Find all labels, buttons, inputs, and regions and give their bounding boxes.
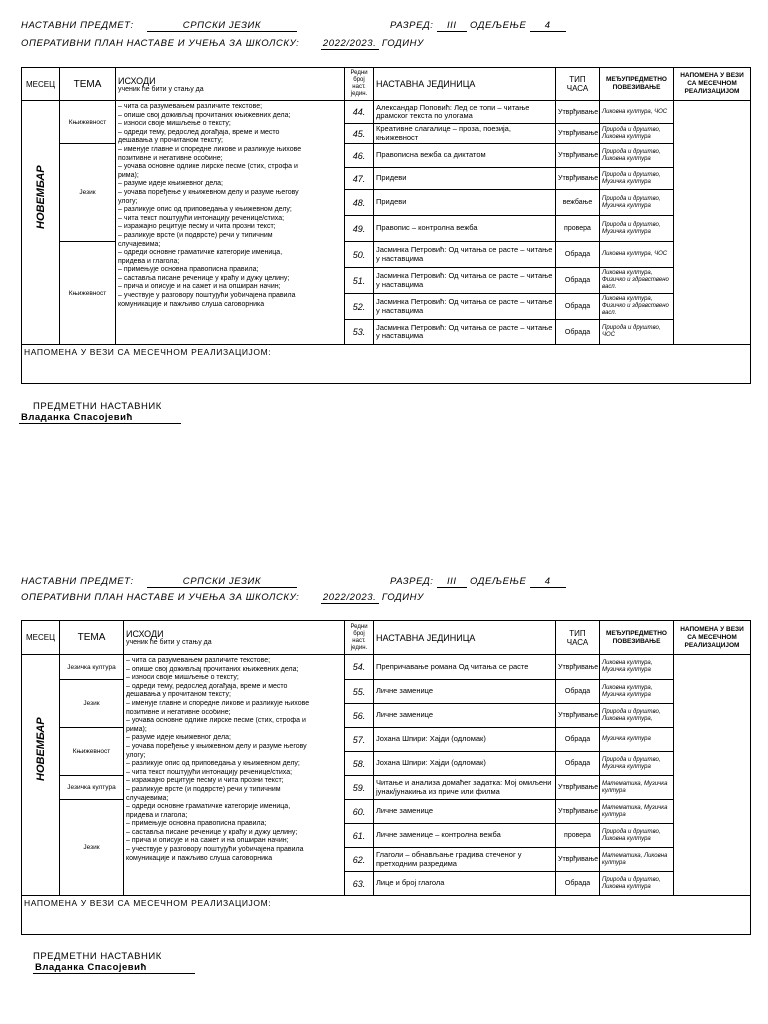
unit-number: 45. (345, 124, 374, 144)
unit-title: Правопис – контролна вежба (374, 216, 556, 242)
outcome-line: – разликује опис од приповедања у књижевном делу; (118, 206, 292, 214)
unit-number: 55. (345, 680, 374, 704)
year-suffix: ГОДИНУ (381, 38, 424, 49)
lesson-type: Утврђивање (556, 655, 600, 680)
topic-cell: Књижевност (60, 242, 116, 345)
lesson-type: провера (556, 216, 600, 242)
unit-number: 59. (345, 776, 374, 800)
subject-value: СРПСКИ ЈЕЗИК (147, 576, 297, 588)
unit-number: 46. (345, 144, 374, 168)
col-outcomes: ИСХОДИ ученик ће бити у стању да (124, 621, 345, 655)
topic-cell: Језичка култура (60, 655, 124, 680)
outcome-line: случајевима; (126, 794, 169, 802)
cross-subject: Математика, Музичка култура (600, 776, 674, 800)
outcome-line: – изражајно рецитује песму и чита прозни текст; (126, 777, 284, 785)
cross-subject: Ликовна култура, Музичка култура (600, 655, 674, 680)
lesson-type: Утврђивање (556, 124, 600, 144)
lesson-type: Обрада (556, 872, 600, 896)
topic-cell: Књижевност (60, 728, 124, 776)
topic-cell: Књижевност (60, 101, 116, 144)
year-value: 2022/2023. (321, 592, 379, 604)
lesson-type: провера (556, 824, 600, 848)
unit-title: Јохана Шпири: Хајди (одломак) (374, 752, 556, 776)
unit-title: Правописна вежба са диктатом (374, 144, 556, 168)
grade-label: РАЗРЕД: (390, 20, 434, 31)
col-type: ТИП ЧАСА (556, 621, 600, 655)
outcomes-cell (124, 655, 345, 896)
unit-number: 62. (345, 848, 374, 872)
plan-table-2 (21, 620, 751, 935)
year-suffix: ГОДИНУ (381, 592, 424, 603)
class-label: ОДЕЉЕЊЕ (470, 576, 527, 587)
col-unit: НАСТАВНА ЈЕДИНИЦА (374, 621, 556, 655)
outcome-line: рима); (126, 725, 147, 733)
plan-table-1 (21, 67, 751, 384)
unit-title: Глаголи – обнављање градива стеченог у претходним разредима (374, 848, 556, 872)
outcome-line: позитивне и негативне особине; (126, 708, 231, 716)
note-cell (674, 655, 751, 896)
plan-line (21, 38, 424, 50)
grade-line (390, 576, 566, 588)
subject-label: НАСТАВНИ ПРЕДМЕТ: (21, 576, 134, 587)
class-value: 4 (530, 576, 566, 588)
outcome-line: – опише свој доживљај прочитаних књижевних дела; (118, 111, 291, 119)
outcome-line: – прича и описује и на сажет и на опширан начин; (126, 837, 289, 845)
lesson-type: Утврђивање (556, 144, 600, 168)
outcome-line: придева и глагола; (126, 811, 188, 819)
cross-subject: Природа и друштво, ЧОС (600, 320, 674, 345)
outcome-line: – чита са разумевањем различите текстове; (118, 103, 263, 110)
unit-number: 52. (345, 294, 374, 320)
outcomes-cell (116, 101, 345, 345)
teacher-name: Владанка Спасојевић (33, 962, 195, 974)
unit-number: 63. (345, 872, 374, 896)
lesson-type: Обрада (556, 320, 600, 345)
outcome-line: – разликује опис од приповедања у књижевном делу; (126, 760, 300, 768)
outcome-line: – износи своје мишљење о тексту; (118, 120, 231, 128)
outcome-line: – уочава поређење у књижевном делу и разуме његову (126, 742, 307, 750)
outcome-line: – прича и описује и на сажет и на опширан начин; (118, 283, 281, 291)
subject-line (21, 576, 297, 588)
grade-label: РАЗРЕД: (390, 576, 434, 587)
grade-value: III (437, 576, 467, 588)
outcome-line: – чита са разумевањем различите текстове; (126, 657, 271, 664)
outcome-line: комуникације и пажљиво слуша саговорника (126, 854, 273, 862)
outcome-line: – уочава основне одлике лирске песме (стих, строфа и (126, 717, 306, 725)
col-links: МЕЂУПРЕДМЕТНО ПОВЕЗИВАЊЕ (600, 621, 674, 655)
unit-number: 49. (345, 216, 374, 242)
col-rbr: Редни број наст. једин. (345, 621, 374, 655)
outcome-line: – одреди тему, редослед догађаја, време и место (126, 682, 288, 690)
col-rbr: Редни број наст. једин. (345, 68, 374, 101)
outcome-line: комуникације и пажљиво слуша саговорника (118, 300, 265, 308)
unit-title: Придеви (374, 168, 556, 190)
lesson-type: Обрада (556, 752, 600, 776)
unit-title: Јасминка Петровић: Од читања се расте – читање у наставцима (374, 320, 556, 345)
lesson-type: вежбање (556, 190, 600, 216)
unit-number: 51. (345, 268, 374, 294)
topic-cell: Језик (60, 800, 124, 896)
lesson-type: Обрада (556, 294, 600, 320)
outcome-line: дешавања у прочитаном тексту; (118, 137, 223, 145)
cross-subject: Математика, Ликовна култура (600, 848, 674, 872)
unit-title: Личне заменице (374, 704, 556, 728)
teacher-signature (33, 951, 195, 974)
outcome-line: – разуме идеје књижевног дела; (118, 180, 223, 188)
lesson-type: Обрада (556, 242, 600, 268)
plan-label: ОПЕРАТИВНИ ПЛАН НАСТАВЕ И УЧЕЊА ЗА ШКОЛСКУ: (21, 38, 300, 49)
outcome-line: – опише свој доживљај прочитаних књижевних дела; (126, 665, 299, 673)
class-value: 4 (530, 20, 566, 32)
cross-subject: Природа и друштво, Ликовна култура (600, 872, 674, 896)
outcome-line: – именује главне и споредне ликове и разликује њихове (118, 145, 302, 153)
cross-subject: Природа и друштво, Музичка култура (600, 168, 674, 190)
col-note: НАПОМЕНА У ВЕЗИ СА МЕСЕЧНОМ РЕАЛИЗАЦИЈОМ (674, 621, 751, 655)
teacher-name: Владанка Спасојевић (19, 412, 181, 424)
outcome-line: улогу; (118, 197, 138, 205)
plan-label: ОПЕРАТИВНИ ПЛАН НАСТАВЕ И УЧЕЊА ЗА ШКОЛСКУ: (21, 592, 300, 603)
outcome-line: – одреди основне граматичке категорије именица, (118, 249, 283, 257)
cross-subject: Природа и друштво, Ликовна култура, (600, 704, 674, 728)
outcome-line: позитивне и негативне особине; (118, 154, 223, 162)
unit-number: 50. (345, 242, 374, 268)
outcome-line: дешавања у прочитаном тексту; (126, 691, 231, 699)
grade-line (390, 20, 566, 32)
outcome-line: – уочава поређење у књижевном делу и разуме његову (118, 188, 299, 196)
cross-subject: Ликовна култура, Музичка култура (600, 680, 674, 704)
outcome-line: – саставља писане реченице у краћу и дужу целину; (126, 828, 298, 836)
cross-subject: Природа и друштво, Музичка култура (600, 752, 674, 776)
unit-title: Читање и анализа домаћег задатка: Мој омиљени јунак/јунакиња из приче или филма (374, 776, 556, 800)
teacher-label: ПРЕДМЕТНИ НАСТАВНИК (33, 951, 162, 962)
outcome-line: – разуме идеје књижевног дела; (126, 734, 231, 742)
outcome-line: – саставља писане реченице у краћу и дужу целину; (118, 274, 290, 282)
monthly-note: НАПОМЕНА У ВЕЗИ СА МЕСЕЧНОМ РЕАЛИЗАЦИЈОМ: (22, 345, 751, 384)
outcome-line: – износи своје мишљење о тексту; (126, 674, 239, 682)
subject-value: СРПСКИ ЈЕЗИК (147, 20, 297, 32)
outcome-line: – чита текст поштујући интонацију реченице/стиха; (118, 214, 285, 222)
col-type: ТИП ЧАСА (556, 68, 600, 101)
col-month: МЕСЕЦ (22, 621, 60, 655)
lesson-type: Утврђивање (556, 848, 600, 872)
unit-number: 54. (345, 655, 374, 680)
outcome-line: – учествује у разговору поштујући уобичајена правила (118, 292, 296, 300)
cross-subject: Природа и друштво, Музичка култура (600, 190, 674, 216)
topic-cell: Језик (60, 680, 124, 728)
outcome-line: – одреди основне граматичке категорије именица, (126, 803, 291, 811)
outcome-line: – разликује врсте (и подврсте) речи у типичним (126, 785, 281, 793)
lesson-type: Утврђивање (556, 776, 600, 800)
unit-number: 61. (345, 824, 374, 848)
cross-subject: Природа и друштво, Ликовна култура (600, 824, 674, 848)
unit-title: Личне заменице (374, 800, 556, 824)
outcome-line: – примењује основна правописна правила; (118, 266, 259, 274)
cross-subject: Природа и друштво, Музичка култура (600, 216, 674, 242)
month-cell: НОВЕМБАР (22, 101, 60, 345)
note-cell (674, 101, 751, 345)
col-outcomes: ИСХОДИ ученик ће бити у стању да (116, 68, 345, 101)
unit-number: 58. (345, 752, 374, 776)
lesson-type: Утврђивање (556, 101, 600, 124)
lesson-type: Обрада (556, 268, 600, 294)
unit-number: 44. (345, 101, 374, 124)
cross-subject: Природа и друштво, Ликовна култура (600, 144, 674, 168)
subject-label: НАСТАВНИ ПРЕДМЕТ: (21, 20, 134, 31)
outcome-line: – разликује врсте (и подврсте) речи у типичним (118, 231, 273, 239)
unit-title: Лице и број глагола (374, 872, 556, 896)
cross-subject: Ликовна култура, ЧОС (600, 242, 674, 268)
subject-line (21, 20, 297, 32)
monthly-note: НАПОМЕНА У ВЕЗИ СА МЕСЕЧНОМ РЕАЛИЗАЦИЈОМ: (22, 896, 751, 935)
col-topic: ТЕМА (60, 68, 116, 101)
lesson-type: Утврђивање (556, 704, 600, 728)
outcome-line: придева и глагола; (118, 257, 180, 265)
unit-number: 57. (345, 728, 374, 752)
unit-title: Препричавање романа Од читања се расте (374, 655, 556, 680)
lesson-type: Обрада (556, 728, 600, 752)
outcome-line: рима); (118, 171, 139, 179)
topic-cell: Језик (60, 144, 116, 242)
cross-subject: Ликовна култура, ЧОС (600, 101, 674, 124)
lesson-type: Обрада (556, 680, 600, 704)
cross-subject: Природа и друштво, Ликовна култура (600, 124, 674, 144)
year-value: 2022/2023. (321, 38, 379, 50)
outcome-line: – именује главне и споредне ликове и разликује њихове (126, 699, 310, 707)
teacher-label: ПРЕДМЕТНИ НАСТАВНИК (33, 401, 162, 412)
unit-title: Александар Поповић: Лед се топи – читање драмског текста по улогама (374, 101, 556, 124)
cross-subject: Ликовна култура, Физичко и здравствено васп. (600, 268, 674, 294)
unit-number: 53. (345, 320, 374, 345)
unit-title: Креативне слагалице – проза, поезија, књижевност (374, 124, 556, 144)
outcome-line: – уочава основне одлике лирске песме (стих, строфа и (118, 163, 298, 171)
col-topic: ТЕМА (60, 621, 124, 655)
month-cell: НОВЕМБАР (22, 655, 60, 896)
outcome-line: – примењује основна правописна правила; (126, 820, 267, 828)
lesson-type: Утврђивање (556, 168, 600, 190)
unit-title: Јасминка Петровић: Од читања се расте – читање у наставцима (374, 242, 556, 268)
unit-title: Јасминка Петровић: Од читања се расте – читање у наставцима (374, 294, 556, 320)
unit-title: Јасминка Петровић: Од читања се расте – читање у наставцима (374, 268, 556, 294)
unit-title: Личне заменице – контролна вежба (374, 824, 556, 848)
cross-subject: Математика, Музичка култура (600, 800, 674, 824)
outcome-line: случајевима; (118, 240, 161, 248)
grade-value: III (437, 20, 467, 32)
unit-number: 60. (345, 800, 374, 824)
unit-title: Придеви (374, 190, 556, 216)
unit-title: Личне заменице (374, 680, 556, 704)
topic-cell: Језичка култура (60, 776, 124, 800)
outcome-line: – изражајно рецитује песму и чита прозни текст; (118, 223, 276, 231)
unit-number: 48. (345, 190, 374, 216)
unit-number: 56. (345, 704, 374, 728)
plan-line (21, 592, 424, 604)
col-month: МЕСЕЦ (22, 68, 60, 101)
outcome-line: – учествује у разговору поштујући уобичајена правила (126, 846, 304, 854)
unit-number: 47. (345, 168, 374, 190)
lesson-type: Утврђивање (556, 800, 600, 824)
teacher-signature (21, 401, 181, 424)
col-links: МЕЂУПРЕДМЕТНО ПОВЕЗИВАЊЕ (600, 68, 674, 101)
col-note: НАПОМЕНА У ВЕЗИ СА МЕСЕЧНОМ РЕАЛИЗАЦИЈОМ (674, 68, 751, 101)
class-label: ОДЕЉЕЊЕ (470, 20, 527, 31)
outcome-line: улогу; (126, 751, 146, 759)
outcome-line: – одреди тему, редослед догађаја, време и место (118, 128, 280, 136)
col-unit: НАСТАВНА ЈЕДИНИЦА (374, 68, 556, 101)
outcome-line: – чита текст поштујући интонацију реченице/стиха; (126, 768, 293, 776)
cross-subject: Музичка култура (600, 728, 674, 752)
unit-title: Јохана Шпири: Хајди (одломак) (374, 728, 556, 752)
cross-subject: Ликовна култура, Физичко и здравствено васп. (600, 294, 674, 320)
